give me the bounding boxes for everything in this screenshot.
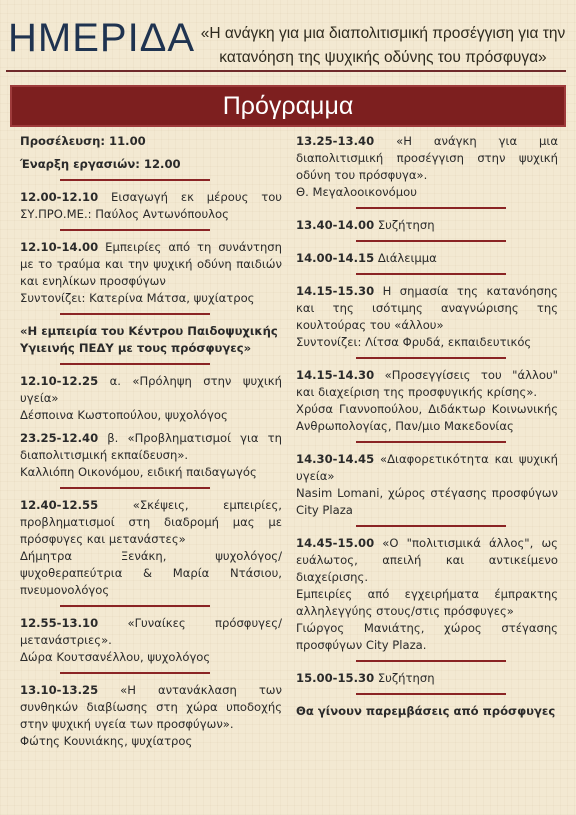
arrival-time: Προσέλευση: 11.00: [20, 134, 146, 148]
section-divider: [356, 357, 506, 359]
session-time: 12.40-12.55: [20, 498, 99, 512]
program-banner: Πρόγραμμα: [10, 85, 566, 127]
section-divider: [356, 693, 506, 695]
session-women: [20, 615, 282, 649]
session-diversity: [296, 451, 558, 485]
session-text: «Προσεγγίσεις του "άλλου" και διαχείριση της προσφυγικής κρίσης».: [296, 368, 558, 399]
session-time: 23.25-12.40: [20, 431, 99, 445]
session-time: 13.25-13.40: [296, 134, 375, 148]
session-text: Εισαγωγή εκ μέρους του ΣΥ.ΠΡΟ.ΜΕ.: Παύλος Αντωνόπουλος: [20, 190, 282, 221]
session-speaker: Θ. Μεγαλοοικονόμου: [296, 185, 417, 199]
session-time: 14.45-15.00: [296, 536, 375, 550]
session-time: 13.40-14.00: [296, 218, 375, 232]
start-time: Έναρξη εργασιών: 12.00: [20, 157, 181, 171]
session-text: Διάλειμμα: [374, 251, 437, 265]
session-text: Συζήτηση: [374, 218, 435, 232]
section-divider: [60, 229, 210, 231]
session-time: 12.10-12.25: [20, 374, 99, 388]
session-text: β. «Προβληματισμοί για τη διαπολιτισμική εκπαίδευση».: [20, 431, 282, 462]
session-experiences: [20, 239, 282, 290]
header-divider: [6, 70, 566, 72]
session-text: Εμπειρίες από τη συνάντηση με το τραύμα και την ψυχική οδύνη παιδιών και ενηλίκων προσφύγων: [20, 240, 282, 288]
session-prevention: [20, 373, 282, 407]
session-text: «Διαφορετικότητα και ψυχική υγεία»: [296, 452, 558, 483]
session-coordinator: Συντονίζει: Κατερίνα Μάτσα, ψυχίατρος: [20, 291, 255, 305]
event-subtitle: «Η ανάγκη για μια διαπολιτισμική προσέγγιση για την κατανόηση της ψυχικής οδύνης του πρόσφυγα»: [200, 25, 566, 66]
session-break: [296, 250, 558, 267]
section-divider: [356, 240, 506, 242]
section-divider: [60, 605, 210, 607]
session-time: 14.15-15.30: [296, 284, 375, 298]
session-time: 12.00-12.10: [20, 190, 99, 204]
session-speaker: Δήμητρα Ξενάκη, ψυχολόγος/ ψυχοθεραπεύτρια & Μαρία Ντάσιου, πνευμονολόγος: [20, 549, 282, 597]
session-intro: [20, 189, 282, 223]
session-text: «Η ανάγκη για μια διαπολιτισμική προσέγγιση στην ψυχική οδύνη του πρόσφυγα».: [296, 134, 558, 182]
session-text-continued: Εμπειρίες από εγχειρήματα έμπρακτης αλληλεγγύης στους/στις πρόσφυγες»: [296, 587, 558, 618]
session-text: «Γυναίκες πρόσφυγες/ μετανάστριες».: [20, 616, 282, 647]
session-time: 14.00-14.15: [296, 251, 375, 265]
section-divider: [356, 441, 506, 443]
session-speaker: Φώτης Κουνιάκης, ψυχίατρος: [20, 734, 193, 748]
session-speaker: Χρύσα Γιαννοπούλου, Διδάκτωρ Κοινωνικής Ανθρωπολογίας, Παν/μιο Μακεδονίας: [296, 402, 558, 433]
session-education: [20, 430, 282, 464]
session-discussion: [296, 217, 558, 234]
section-divider: [60, 179, 210, 181]
section-divider: [60, 672, 210, 674]
section-divider: [60, 313, 210, 315]
session-culturally-other: [296, 535, 558, 586]
session-speaker: Γιώργος Μανιάτης, χώρος στέγασης προσφύγων City Plaza.: [296, 621, 558, 652]
section-divider: [60, 363, 210, 365]
session-living-conditions: [20, 682, 282, 733]
session-time: 13.10-13.25: [20, 683, 99, 697]
session-time: 14.30-14.45: [296, 452, 375, 466]
session-text: α. «Πρόληψη στην ψυχική υγεία»: [20, 374, 282, 405]
session-speaker: Δέσποινα Κωστοπούλου, ψυχολόγος: [20, 408, 228, 422]
program-left-column: [20, 133, 282, 750]
session-approaches: [296, 367, 558, 401]
section-divider: [356, 660, 506, 662]
session-time: 12.55-13.10: [20, 616, 99, 630]
section-divider: [356, 207, 506, 209]
session-text: «Η αντανάκλαση των συνθηκών διαβίωσης στη χώρα υποδοχής στην ψυχική υγεία των προσφύγων».: [20, 683, 282, 731]
section-divider: [60, 487, 210, 489]
program-right-column: [296, 133, 558, 720]
session-time: 15.00-15.30: [296, 671, 375, 685]
session-speaker: Nasim Lomani, χώρος στέγασης προσφύγων City Plaza: [296, 486, 558, 517]
session-speaker: Καλλιόπη Οικονόμου, ειδική παιδαγωγός: [20, 465, 257, 479]
session-thoughts: [20, 497, 282, 548]
session-speaker: Δώρα Κουτσανέλλου, ψυχολόγος: [20, 650, 211, 664]
page-title: ΗΜΕΡΙΔΑ: [8, 16, 196, 60]
session-understanding: [296, 283, 558, 334]
section-divider: [356, 273, 506, 275]
session-time: 14.15-14.30: [296, 368, 375, 382]
section-divider: [356, 525, 506, 527]
session-text: «Σκέψεις, εμπειρίες, προβληματισμοί στη διαδρομή μας με πρόσφυγες και μετανάστες»: [20, 498, 282, 546]
session-intercultural: [296, 133, 558, 184]
session-text: Συζήτηση: [374, 671, 435, 685]
center-heading: «Η εμπειρία του Κέντρου Παιδοψυχικής Υγιεινής ΠΕΔΥ με τους πρόσφυγες»: [20, 324, 278, 355]
session-text: «Ο "πολιτισμικά άλλος", ως ευάλωτος, απειλή και αντικείμενο διαχείρισης.: [296, 536, 558, 584]
session-final-discussion: [296, 670, 558, 687]
session-time: 12.10-14.00: [20, 240, 99, 254]
session-coordinator: Συντονίζει: Λίτσα Φρυδά, εκπαιδευτικός: [296, 335, 532, 349]
session-text: Η σημασία της κατανόησης και της ισότιμης αναγνώρισης της κουλτούρας του «άλλου»: [296, 284, 558, 332]
closing-note: Θα γίνουν παρεμβάσεις από πρόσφυγες: [296, 704, 556, 718]
